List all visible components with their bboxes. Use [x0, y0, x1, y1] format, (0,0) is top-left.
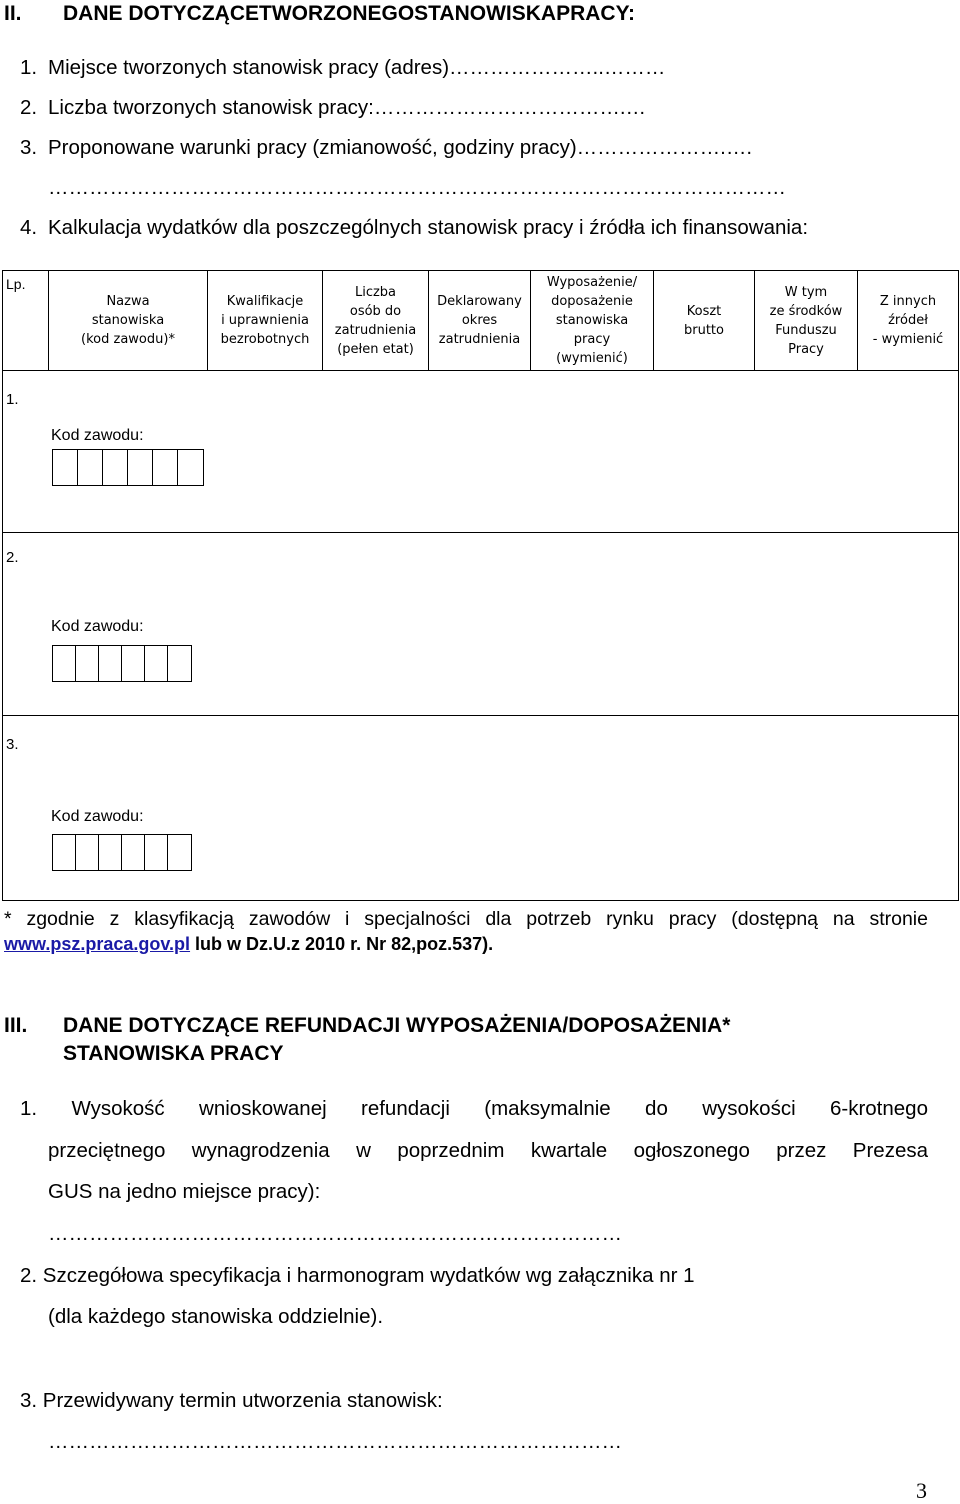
specification-line-1: 2. Szczegółowa specyfikacja i harmonogram wydatków wg załącznika nr 1: [20, 1264, 695, 1287]
job-code-digit-box[interactable]: [168, 835, 191, 870]
header-line: Pracy: [788, 341, 824, 357]
job-code-digit-box[interactable]: [128, 450, 153, 485]
table-row: [3, 533, 959, 716]
cost-calculation-table: [2, 270, 959, 901]
header-line: ze środków: [769, 303, 843, 319]
creation-date-line: 3. Przewidywany termin utworzenia stanowisk:: [20, 1389, 443, 1412]
header-lp-label: Lp.: [6, 276, 26, 292]
header-labour-fund: [755, 271, 858, 371]
header-line: doposażenie: [551, 294, 633, 309]
header-employment-period: [429, 271, 531, 371]
row-number: 3.: [6, 736, 19, 753]
job-code-digit-box[interactable]: [99, 646, 122, 681]
header-line: - wymienić: [872, 332, 944, 347]
header-line: Z innych: [879, 294, 937, 309]
job-code-digit-box[interactable]: [153, 450, 178, 485]
header-line: (wymienić): [556, 351, 628, 366]
job-code-digit-box[interactable]: [145, 646, 168, 681]
refund-amount-line-3: GUS na jedno miejsce pracy):: [48, 1180, 321, 1203]
header-line: W tym: [784, 284, 828, 300]
header-line: zatrudnienia: [438, 332, 521, 347]
table-row: [3, 371, 959, 533]
header-lp: [3, 271, 49, 371]
table-header-row: [3, 271, 959, 371]
job-code-label: Kod zawodu:: [51, 427, 144, 444]
item-1-text: Miejsce tworzonych stanowisk pracy (adres)…………………..………: [48, 56, 666, 79]
header-line: stanowiska: [91, 313, 165, 328]
header-line: Kwalifikacje: [226, 294, 304, 309]
section-2-number: II.: [4, 2, 22, 25]
section-3-title-line-2: STANOWISKA PRACY: [63, 1042, 284, 1065]
header-line: Koszt: [686, 303, 722, 319]
section-3-number: III.: [4, 1014, 28, 1037]
item-1-number: 1.: [20, 56, 38, 79]
header-line: Deklarowany: [437, 294, 522, 309]
page-number: 3: [916, 1478, 927, 1503]
header-line: źródeł: [888, 313, 928, 328]
header-equipment: [531, 271, 654, 371]
item-3-number: 3.: [20, 136, 38, 159]
job-code-digit-box[interactable]: [103, 450, 128, 485]
header-gross-cost: [654, 271, 755, 371]
item-4-text: Kalkulacja wydatków dla poszczególnych stanowisk pracy i źródła ich finansowania:: [48, 216, 809, 239]
header-other-sources: [858, 271, 959, 371]
job-code-digit-box[interactable]: [76, 646, 99, 681]
job-code-digit-box[interactable]: [78, 450, 103, 485]
header-line: (kod zawodu)*: [81, 332, 175, 347]
header-line: bezrobotnych: [220, 332, 310, 347]
header-line: Liczba: [354, 284, 397, 300]
job-code-digit-box[interactable]: [53, 450, 78, 485]
job-code-digit-box[interactable]: [99, 835, 122, 870]
item-2-text: Liczba tworzonych stanowisk pracy:……………………………….…: [48, 96, 647, 119]
job-code-boxes[interactable]: [52, 834, 192, 871]
item-3-text: Proponowane warunki pracy (zmianowość, godziny pracy)………………….….: [48, 136, 753, 159]
job-code-boxes[interactable]: [52, 645, 192, 682]
job-code-digit-box[interactable]: [178, 450, 203, 485]
header-line: i uprawnienia: [221, 313, 309, 328]
header-line: stanowiska: [555, 313, 629, 328]
job-code-label: Kod zawodu:: [51, 618, 144, 635]
header-line: (pełen etat): [337, 341, 414, 357]
header-job-name: [49, 271, 208, 371]
footnote-link[interactable]: www.psz.praca.gov.pl: [4, 934, 191, 954]
header-line: Wyposażenie/: [546, 275, 638, 290]
header-line: Funduszu: [775, 322, 837, 338]
job-code-digit-box[interactable]: [145, 835, 168, 870]
specification-line-2: (dla każdego stanowiska oddzielnie).: [48, 1305, 384, 1328]
refund-amount-field[interactable]: …………………………………………………………………………: [48, 1222, 622, 1245]
job-code-digit-box[interactable]: [53, 835, 76, 870]
section-2-title: DANE DOTYCZĄCETWORZONEGOSTANOWISKAPRACY:: [63, 2, 636, 25]
job-code-digit-box[interactable]: [168, 646, 191, 681]
header-line: osób do: [349, 303, 402, 319]
footnote-line-2: [4, 934, 493, 955]
section-3-title-line-1: DANE DOTYCZĄCE REFUNDACJI WYPOSAŻENIA/DOPOSAŻENIA*: [63, 1014, 731, 1037]
job-code-boxes[interactable]: [52, 449, 204, 486]
item-4-number: 4.: [20, 216, 38, 239]
header-line: brutto: [684, 322, 724, 338]
item-3-continuation-dots: ………………………………………………………………………………………………: [48, 176, 786, 199]
header-line: pracy: [573, 332, 611, 347]
refund-amount-line-2: przeciętnego wynagrodzenia w poprzednim kwartale ogłoszonego przez Prezesa: [48, 1139, 928, 1162]
refund-amount-line-1: 1. Wysokość wnioskowanej refundacji (maksymalnie do wysokości 6-krotnego: [20, 1097, 928, 1120]
header-qualifications: [208, 271, 323, 371]
job-code-digit-box[interactable]: [122, 835, 145, 870]
footnote-line-1: * zgodnie z klasyfikacją zawodów i specjalności dla potrzeb rynku pracy (dostępną na stronie: [4, 908, 928, 930]
job-code-label: Kod zawodu:: [51, 808, 144, 825]
job-code-digit-box[interactable]: [53, 646, 76, 681]
item-2-number: 2.: [20, 96, 38, 119]
row-number: 1.: [6, 391, 19, 408]
header-line: Nazwa: [106, 294, 150, 309]
footnote-reference: lub w Dz.U.z 2010 r. Nr 82,poz.537).: [190, 934, 494, 954]
job-code-digit-box[interactable]: [76, 835, 99, 870]
job-code-digit-box[interactable]: [122, 646, 145, 681]
row-number: 2.: [6, 549, 19, 566]
header-line: zatrudnienia: [334, 322, 417, 338]
header-line: okres: [461, 313, 498, 328]
header-headcount: [323, 271, 429, 371]
table-row: [3, 716, 959, 901]
creation-date-field[interactable]: …………………………………………………………………………: [48, 1430, 622, 1453]
